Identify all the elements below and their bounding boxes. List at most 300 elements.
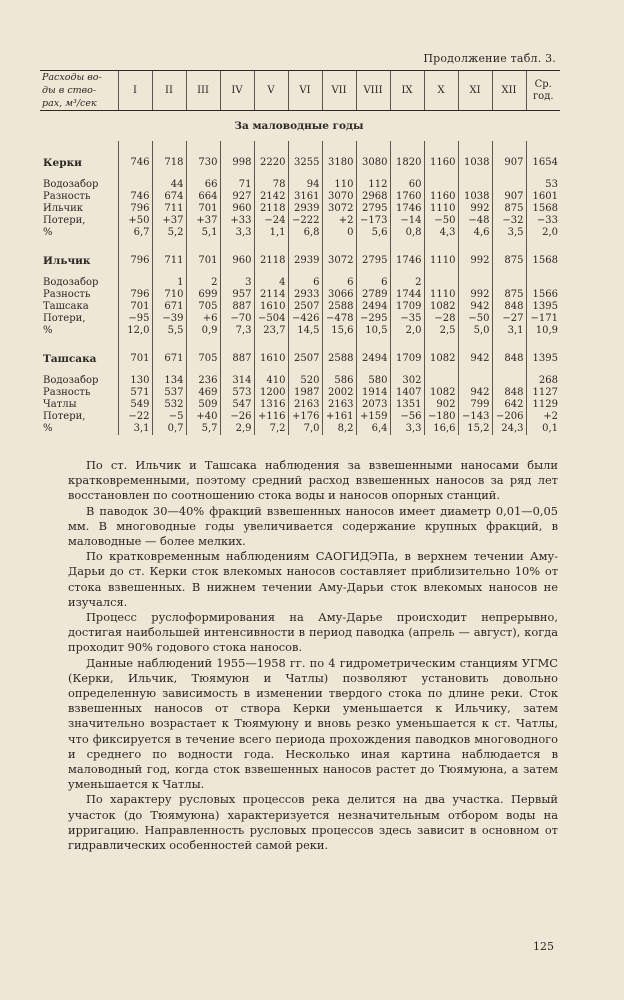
table-cell: 1110	[424, 203, 458, 215]
spacer-cell	[254, 171, 288, 179]
table-cell: −143	[458, 411, 492, 423]
spacer-cell	[322, 269, 356, 277]
table-cell: +116	[254, 411, 288, 423]
spacer-cell	[356, 141, 390, 155]
table-cell: −50	[458, 313, 492, 325]
paragraph: По кратковременным наблюдениям САОГИДЭПа, в верхнем течении Аму-Дарьи до ст. Керки сток влекомых наносов составляет приблизительно 10% от стока взвешенных. В нижнем течении Аму-Дарьи сток влекомых наносов не изучался.	[68, 549, 558, 609]
spacer-cell	[186, 239, 220, 253]
table-cell: 6	[288, 277, 322, 289]
table-cell	[458, 179, 492, 191]
table-cell: 573	[220, 387, 254, 399]
spacer-row	[40, 239, 560, 253]
spacer-cell	[390, 239, 424, 253]
table-cell: −27	[492, 313, 526, 325]
table-cell: 2,0	[526, 227, 560, 239]
spacer-cell	[492, 171, 526, 179]
row-label: %	[43, 227, 53, 238]
table-cell: 532	[152, 399, 186, 411]
table-cell: 130	[118, 375, 152, 387]
spacer-cell	[254, 141, 288, 155]
spacer-cell	[424, 171, 458, 179]
table-cell: 1110	[424, 289, 458, 301]
table-cell: 907	[492, 191, 526, 203]
spacer-cell	[526, 367, 560, 375]
table-cell: 2494	[356, 351, 390, 367]
spacer-cell	[390, 269, 424, 277]
spacer-cell	[220, 367, 254, 375]
spacer-cell	[288, 367, 322, 375]
table-cell: −173	[356, 215, 390, 227]
data-row	[40, 325, 560, 337]
spacer-cell	[526, 141, 560, 155]
table-cell: +161	[322, 411, 356, 423]
average-header	[526, 71, 560, 111]
data-row	[40, 203, 560, 215]
average-header-line: Ср.	[534, 78, 552, 90]
spacer-cell	[220, 171, 254, 179]
spacer-cell	[186, 141, 220, 155]
table-cell: −180	[424, 411, 458, 423]
data-row	[40, 387, 560, 399]
table-cell: 1160	[424, 191, 458, 203]
table-cell: 2142	[254, 191, 288, 203]
table-cell: 1914	[356, 387, 390, 399]
table-cell: −426	[288, 313, 322, 325]
table-cell: 2507	[288, 301, 322, 313]
table-cell: 848	[492, 351, 526, 367]
table-cell: 112	[356, 179, 390, 191]
table-cell: 942	[458, 387, 492, 399]
table-cell: 942	[458, 301, 492, 313]
spacer-cell	[424, 367, 458, 375]
table-cell: 2,5	[424, 325, 458, 337]
table-cell: 2494	[356, 301, 390, 313]
table-cell: 1,1	[254, 227, 288, 239]
spacer-cell	[118, 367, 152, 375]
table-cell: 6	[322, 277, 356, 289]
month-header: II	[152, 71, 186, 111]
table-cell: 848	[492, 301, 526, 313]
month-header: VI	[288, 71, 322, 111]
spacer-cell	[356, 337, 390, 351]
table-cell: 960	[220, 253, 254, 269]
station-row	[40, 253, 560, 269]
spacer-cell	[356, 367, 390, 375]
table-cell: 1160	[424, 155, 458, 171]
table-cell: −26	[220, 411, 254, 423]
table-cell: 2588	[322, 351, 356, 367]
row-label: Разность	[43, 387, 91, 398]
spacer-cell	[492, 367, 526, 375]
row-label: Чатлы	[43, 399, 77, 410]
table-cell: 2118	[254, 253, 288, 269]
table-cell: 1316	[254, 399, 288, 411]
spacer-row	[40, 269, 560, 277]
table-cell: 71	[220, 179, 254, 191]
table-cell: 2073	[356, 399, 390, 411]
table-cell: 642	[492, 399, 526, 411]
table-cell: 3070	[322, 191, 356, 203]
table-cell: 746	[118, 155, 152, 171]
row-label: Ильчик	[43, 203, 84, 214]
spacer-cell	[118, 239, 152, 253]
table-cell	[526, 277, 560, 289]
table-cell: −295	[356, 313, 390, 325]
data-row	[40, 227, 560, 239]
table-cell: 5,1	[186, 227, 220, 239]
table-cell: −14	[390, 215, 424, 227]
table-cell: −5	[152, 411, 186, 423]
data-row	[40, 313, 560, 325]
paragraph: По характеру русловых процессов река делится на два участка. Первый участок (до Тюямуюна) характеризуется незначительным отбором воды на ирригацию. Направленность русловых процессов здесь зависит в основном от гидравлических особенностей самой реки.	[68, 792, 558, 853]
table-cell: 3161	[288, 191, 322, 203]
header-label	[40, 71, 118, 111]
table-cell: 875	[492, 289, 526, 301]
row-label: Потери,	[43, 313, 86, 324]
table-cell: 1610	[254, 351, 288, 367]
month-header: I	[118, 71, 152, 111]
spacer-cell	[220, 337, 254, 351]
spacer-cell	[118, 141, 152, 155]
table-cell: 12,0	[118, 325, 152, 337]
header-label-line: ды в ство-	[42, 85, 97, 96]
table-cell: 796	[118, 289, 152, 301]
table-cell: 1709	[390, 301, 424, 313]
table-cell: 927	[220, 191, 254, 203]
table-cell: 2968	[356, 191, 390, 203]
table-cell: 710	[152, 289, 186, 301]
spacer-cell	[356, 171, 390, 179]
table-cell: 1127	[526, 387, 560, 399]
spacer-cell	[220, 269, 254, 277]
paragraph: В паводок 30—40% фракций взвешенных наносов имеет диаметр 0,01—0,05 мм. В многоводные годы увеличивается содержание крупных фракций, в маловодные — более мелких.	[68, 503, 558, 549]
table-cell: 1	[152, 277, 186, 289]
table-cell: 711	[152, 203, 186, 215]
table-cell: 110	[322, 179, 356, 191]
table-cell: 5,6	[356, 227, 390, 239]
table-cell: 701	[118, 301, 152, 313]
table-cell: 2163	[288, 399, 322, 411]
spacer-row	[40, 337, 560, 351]
table-cell: −50	[424, 215, 458, 227]
table-header-row	[40, 71, 560, 111]
data-row	[40, 411, 560, 423]
month-header: V	[254, 71, 288, 111]
table-cell: −478	[322, 313, 356, 325]
table-cell: 2,0	[390, 325, 424, 337]
table-cell: 1129	[526, 399, 560, 411]
table-cell: 10,5	[356, 325, 390, 337]
table-cell: 2	[186, 277, 220, 289]
table-cell: 15,2	[458, 423, 492, 435]
row-label: Ташсака	[43, 353, 97, 365]
table-cell: 509	[186, 399, 220, 411]
table-cell: 2939	[288, 253, 322, 269]
table-cell: 875	[492, 203, 526, 215]
spacer-cell	[152, 141, 186, 155]
spacer-cell	[492, 141, 526, 155]
spacer-cell	[390, 337, 424, 351]
spacer-row	[40, 171, 560, 179]
table-cell: 1610	[254, 301, 288, 313]
table-cell: 1082	[424, 387, 458, 399]
spacer-cell	[492, 239, 526, 253]
table-cell: 6	[356, 277, 390, 289]
spacer-cell	[152, 269, 186, 277]
table-cell: 1395	[526, 351, 560, 367]
table-cell: 705	[186, 301, 220, 313]
table-cell: 998	[220, 155, 254, 171]
table-cell: +40	[186, 411, 220, 423]
table-cell: 3,5	[492, 227, 526, 239]
table-cell: 469	[186, 387, 220, 399]
data-row	[40, 301, 560, 313]
table-cell: 2	[390, 277, 424, 289]
spacer-cell	[526, 239, 560, 253]
spacer-cell	[40, 171, 118, 179]
table-cell: +50	[118, 215, 152, 227]
table-cell: 2002	[322, 387, 356, 399]
table-cell: 314	[220, 375, 254, 387]
table-cell: 1601	[526, 191, 560, 203]
table-cell: 1038	[458, 155, 492, 171]
table-cell: 1082	[424, 351, 458, 367]
spacer-cell	[152, 367, 186, 375]
table-cell: 5,2	[152, 227, 186, 239]
row-label: Ташсака	[43, 301, 89, 312]
month-header: XII	[492, 71, 526, 111]
table-cell: 134	[152, 375, 186, 387]
month-header: VIII	[356, 71, 390, 111]
month-header: X	[424, 71, 458, 111]
spacer-row	[40, 367, 560, 375]
spacer-cell	[288, 141, 322, 155]
data-row	[40, 399, 560, 411]
spacer-cell	[40, 141, 118, 155]
spacer-cell	[288, 337, 322, 351]
table-cell: 94	[288, 179, 322, 191]
table-cell	[492, 277, 526, 289]
table-cell: 78	[254, 179, 288, 191]
table-cell	[424, 375, 458, 387]
spacer-cell	[152, 239, 186, 253]
table-cell: 1568	[526, 203, 560, 215]
station-row	[40, 155, 560, 171]
table-cell: 1038	[458, 191, 492, 203]
table-cell: 520	[288, 375, 322, 387]
spacer-cell	[390, 171, 424, 179]
spacer-cell	[118, 171, 152, 179]
table-cell: 236	[186, 375, 220, 387]
table-cell: +33	[220, 215, 254, 227]
data-row	[40, 215, 560, 227]
table-cell: 1395	[526, 301, 560, 313]
table-cell: 799	[458, 399, 492, 411]
table-cell: 2114	[254, 289, 288, 301]
spacer-cell	[186, 171, 220, 179]
spacer-cell	[288, 239, 322, 253]
table-cell	[424, 179, 458, 191]
table-cell: +37	[186, 215, 220, 227]
table-cell: −504	[254, 313, 288, 325]
table-cell: +6	[186, 313, 220, 325]
table-cell: 1744	[390, 289, 424, 301]
page-number: 125	[533, 940, 554, 953]
spacer-cell	[186, 337, 220, 351]
table-cell: 746	[118, 191, 152, 203]
table-cell: −70	[220, 313, 254, 325]
spacer-cell	[322, 141, 356, 155]
table-cell: 3072	[322, 253, 356, 269]
table-cell: 0,9	[186, 325, 220, 337]
table-cell	[492, 179, 526, 191]
table-cell	[458, 375, 492, 387]
table-cell: 1200	[254, 387, 288, 399]
table-cell: 3,3	[390, 423, 424, 435]
table-cell: −35	[390, 313, 424, 325]
table-continuation-caption: Продолжение табл. 3.	[423, 52, 556, 65]
month-header: IX	[390, 71, 424, 111]
table-cell: −32	[492, 215, 526, 227]
spacer-cell	[118, 337, 152, 351]
table-cell: −48	[458, 215, 492, 227]
table-cell: 3072	[322, 203, 356, 215]
table-cell: 671	[152, 301, 186, 313]
table-cell: 549	[118, 399, 152, 411]
table-cell: 3255	[288, 155, 322, 171]
table-cell: 1746	[390, 203, 424, 215]
row-label: Водозабор	[43, 277, 99, 288]
month-header: IV	[220, 71, 254, 111]
table-cell: 2220	[254, 155, 288, 171]
data-row	[40, 191, 560, 203]
table-cell: 711	[152, 253, 186, 269]
spacer-cell	[492, 337, 526, 351]
table-cell: 992	[458, 203, 492, 215]
spacer-cell	[458, 171, 492, 179]
spacer-cell	[40, 337, 118, 351]
table-cell: 3,3	[220, 227, 254, 239]
table-cell: 0,8	[390, 227, 424, 239]
table-cell: 16,6	[424, 423, 458, 435]
table-cell: 730	[186, 155, 220, 171]
row-label: Потери,	[43, 411, 86, 422]
table-cell: 586	[322, 375, 356, 387]
table-cell: 875	[492, 253, 526, 269]
table-cell: 24,3	[492, 423, 526, 435]
spacer-cell	[40, 269, 118, 277]
table-cell: 1820	[390, 155, 424, 171]
average-header-line: год.	[532, 90, 554, 102]
table-cell: −28	[424, 313, 458, 325]
table-cell: 5,7	[186, 423, 220, 435]
table-cell: 410	[254, 375, 288, 387]
spacer-cell	[390, 141, 424, 155]
table-cell: 1654	[526, 155, 560, 171]
table-cell: 1082	[424, 301, 458, 313]
table-cell: 718	[152, 155, 186, 171]
paragraph: Процесс руслоформирования на Аму-Дарье происходит непрерывно, достигая наибольшей интенсивности в период паводка (апрель — август), когда проходит 90% годового стока наносов.	[68, 610, 558, 655]
data-row	[40, 277, 560, 289]
table-cell: 547	[220, 399, 254, 411]
table-cell: 6,4	[356, 423, 390, 435]
body-text	[68, 458, 558, 853]
table-cell: 2118	[254, 203, 288, 215]
spacer-cell	[458, 337, 492, 351]
table-cell: 960	[220, 203, 254, 215]
spacer-cell	[390, 367, 424, 375]
table-cell: 1987	[288, 387, 322, 399]
row-label: Разность	[43, 191, 91, 202]
table-cell: 2939	[288, 203, 322, 215]
table-cell: 7,2	[254, 423, 288, 435]
table-cell: 992	[458, 253, 492, 269]
table-cell: 907	[492, 155, 526, 171]
spacer-cell	[322, 239, 356, 253]
table-cell: 887	[220, 301, 254, 313]
row-label: %	[43, 325, 53, 336]
table-cell: 2789	[356, 289, 390, 301]
table-cell	[458, 277, 492, 289]
table-cell: 5,0	[458, 325, 492, 337]
paragraph: По ст. Ильчик и Ташсака наблюдения за взвешенными наносами были кратковременными, поэтому средний расход взвешенных наносов за ряд лет восстановлен по соотношению стока воды и наносов опорных станций.	[68, 458, 558, 503]
table-cell: 2163	[322, 399, 356, 411]
table-cell: 537	[152, 387, 186, 399]
spacer-cell	[356, 269, 390, 277]
table-cell: +2	[322, 215, 356, 227]
table-cell: 796	[118, 203, 152, 215]
table-cell: 53	[526, 179, 560, 191]
table-cell: 992	[458, 289, 492, 301]
spacer-cell	[424, 239, 458, 253]
table-cell: 23,7	[254, 325, 288, 337]
table-cell: 6,7	[118, 227, 152, 239]
table-cell: 699	[186, 289, 220, 301]
spacer-cell	[40, 239, 118, 253]
spacer-cell	[492, 269, 526, 277]
paragraph: Данные наблюдений 1955—1958 гг. по 4 гидрометрическим станциям УГМС (Керки, Ильчик, Тюямуюн и Чатлы) позволяют установить довольно определенную зависимость в изменении твердого стока по длине реки. Сток взвешенных наносов от створа Керки уменьшается к Ильчику, затем значительно возрастает к Тюямуюну и вновь резко уменьшается к ст. Чатлы, что фиксируется в течение всего периода прохождения паводков многоводного и среднего по водности года. Несколько иная картина наблюдается в маловодный год, когда сток взвешенных наносов растет до Тюямуюна, а затем уменьшается к Чатлы.	[68, 655, 558, 792]
spacer-cell	[424, 337, 458, 351]
spacer-cell	[322, 337, 356, 351]
discharge-table	[40, 70, 560, 435]
table-cell: 1760	[390, 191, 424, 203]
table-cell: 1709	[390, 351, 424, 367]
table-cell	[492, 375, 526, 387]
spacer-cell	[40, 367, 118, 375]
spacer-cell	[220, 141, 254, 155]
table-cell: 2,9	[220, 423, 254, 435]
row-label: Керки	[43, 157, 82, 169]
table-cell: 302	[390, 375, 424, 387]
spacer-cell	[288, 269, 322, 277]
spacer-cell	[186, 367, 220, 375]
spacer-cell	[458, 367, 492, 375]
table-cell: +159	[356, 411, 390, 423]
table-cell: 5,5	[152, 325, 186, 337]
spacer-cell	[152, 171, 186, 179]
spacer-cell	[254, 239, 288, 253]
table-cell: +37	[152, 215, 186, 227]
section-title-row	[40, 111, 560, 142]
spacer-cell	[152, 337, 186, 351]
table-cell: −171	[526, 313, 560, 325]
spacer-cell	[526, 171, 560, 179]
table-cell: 7,3	[220, 325, 254, 337]
table-cell: 66	[186, 179, 220, 191]
spacer-row	[40, 141, 560, 155]
table-cell: −95	[118, 313, 152, 325]
table-cell: 15,6	[322, 325, 356, 337]
